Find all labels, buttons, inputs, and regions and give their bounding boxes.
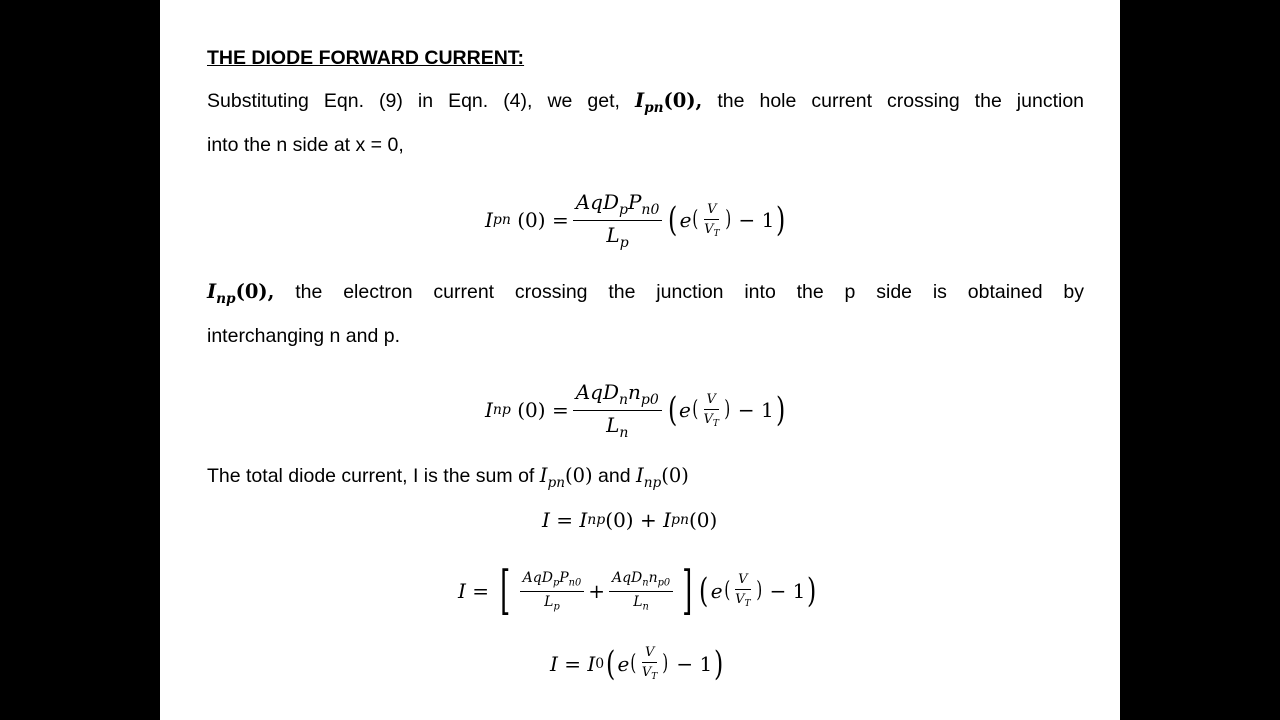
equation-inp: I np (0) = $\frac{AqD_nn_{p0}}{L_n}$ ( e ( $\frac{V}{V_T}$ ) − 1 ) (485, 380, 786, 441)
text: the electron current crossing the junction into the p side is obtained by (295, 281, 1085, 303)
equation-expanded: I = [ $\frac{AqD_pP_{n0}}{L_p}$ + $\frac{AqD_nn_{p0}}{L_n}$ ] ( e ( $\frac{V}{V_T}$ ) − 1 ) (458, 561, 817, 621)
text: Substituting Eqn. (9) in Eqn. (4), we get, (207, 90, 620, 112)
paragraph-1-line-1 (207, 89, 1084, 116)
math-ipn: $I_{pn}(0)$, (634, 89, 703, 116)
slide (160, 0, 1120, 720)
paragraph-2-line-2: interchanging n and p. (207, 325, 400, 347)
paragraph-3: The total diode current, I is the sum of $I_{pn}(0)$ and $I_{np}(0)$ (207, 464, 689, 491)
slide-title: THE DIODE FORWARD CURRENT: (207, 47, 525, 69)
math-inp: $I_{np}(0)$, (207, 280, 275, 307)
text: the hole current crossing the junction (717, 90, 1085, 112)
paragraph-1-line-2: into the n side at x = 0, (207, 134, 404, 156)
equation-sum: I = I np (0) + I pn (0) (542, 508, 718, 532)
equation-ipn: I pn (0) = $\frac{AqD_pP_{n0}}{L_p}$ ( e ( $\frac{V}{V_T}$ ) − 1 ) (485, 190, 786, 251)
equation-final: I = I 0 ( e ( $\frac{V}{V_T}$ ) − 1 ) (550, 643, 724, 684)
paragraph-2-line-1 (207, 280, 1084, 307)
